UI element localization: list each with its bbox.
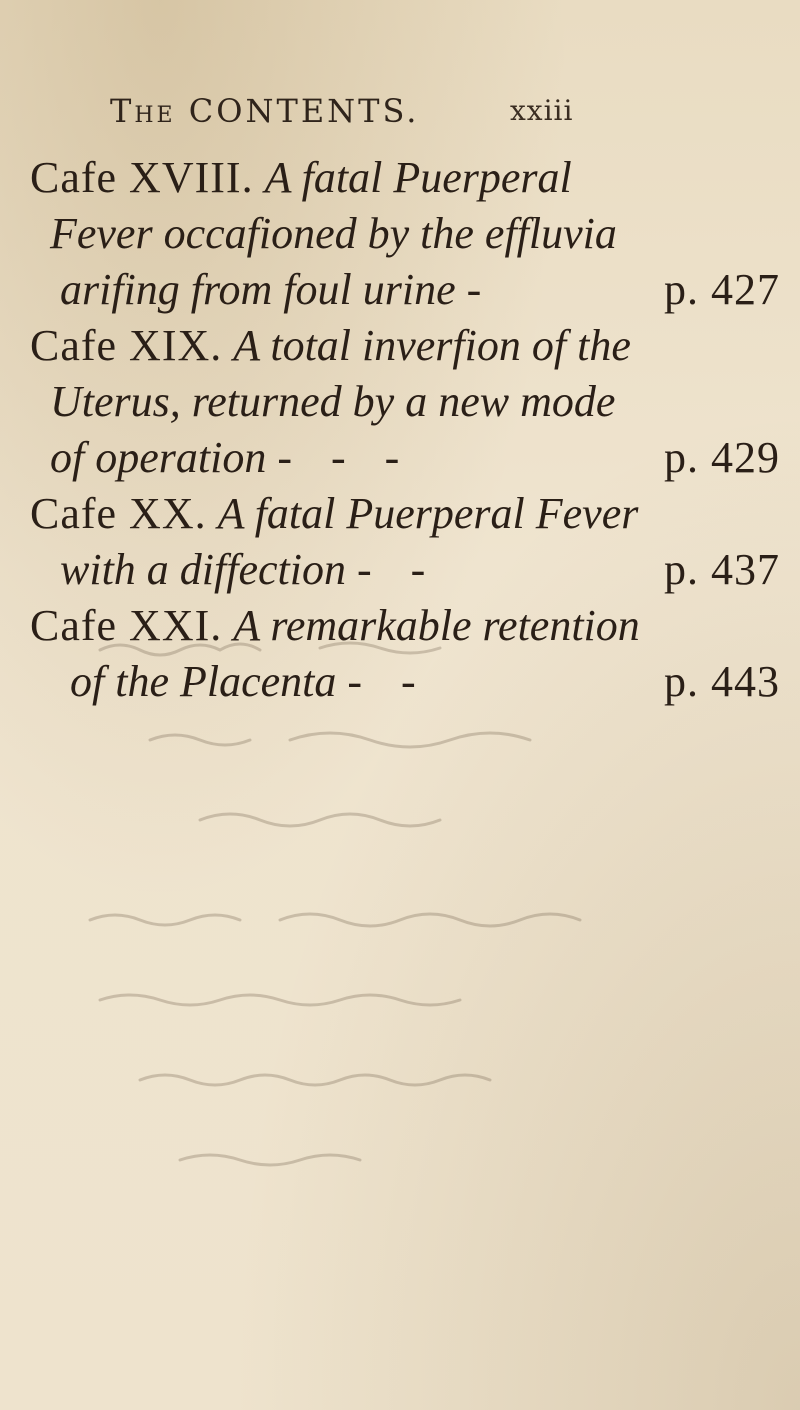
case-label: Cafe XX. (30, 489, 207, 538)
page-reference: p. 443 (664, 657, 780, 706)
leader-dashes: - - (347, 657, 430, 706)
entry-title-text: of operation (50, 433, 267, 482)
page-reference: p. 429 (664, 433, 780, 482)
entry-line (30, 318, 780, 374)
page-reference: p. 437 (664, 545, 780, 594)
entry-line (30, 374, 780, 430)
running-header (110, 92, 770, 142)
case-label: Cafe XVIII. (30, 153, 254, 202)
contents-entry (30, 598, 780, 710)
entry-line (30, 150, 780, 206)
leader-dashes: - - - (277, 433, 414, 482)
contents-entry (30, 318, 780, 486)
case-label: Cafe XXI. (30, 601, 223, 650)
entry-title-text: Fever occafioned by the effluvia (50, 209, 617, 258)
entry-title-text: with a diffection (60, 545, 346, 594)
entry-line (30, 262, 780, 318)
case-label: Cafe XIX. (30, 321, 223, 370)
header-page-number: xxiii (510, 94, 574, 127)
entry-title-text: A fatal Puerperal (264, 153, 572, 202)
entry-line (30, 598, 780, 654)
leader-dashes: - (466, 265, 496, 314)
entry-line (30, 542, 780, 598)
header-title: The CONTENTS. (110, 92, 420, 130)
page-reference: p. 427 (664, 265, 780, 314)
entry-title-text: arifing from foul urine (60, 265, 456, 314)
entry-title-text: of the Placenta (70, 657, 337, 706)
contents-entry (30, 150, 780, 318)
entry-title-text: Uterus, returned by a new mode (50, 377, 616, 426)
entry-title-text: A fatal Puerperal Fever (217, 489, 639, 538)
entry-line (30, 206, 780, 262)
entry-line (30, 654, 780, 710)
leader-dashes: - - (356, 545, 440, 594)
entry-line (30, 486, 780, 542)
entry-title-text: A remarkable retention (233, 601, 640, 650)
entry-line (30, 430, 780, 486)
contents-list (30, 150, 780, 710)
contents-entry (30, 486, 780, 598)
entry-title-text: A total inverfion of the (233, 321, 631, 370)
